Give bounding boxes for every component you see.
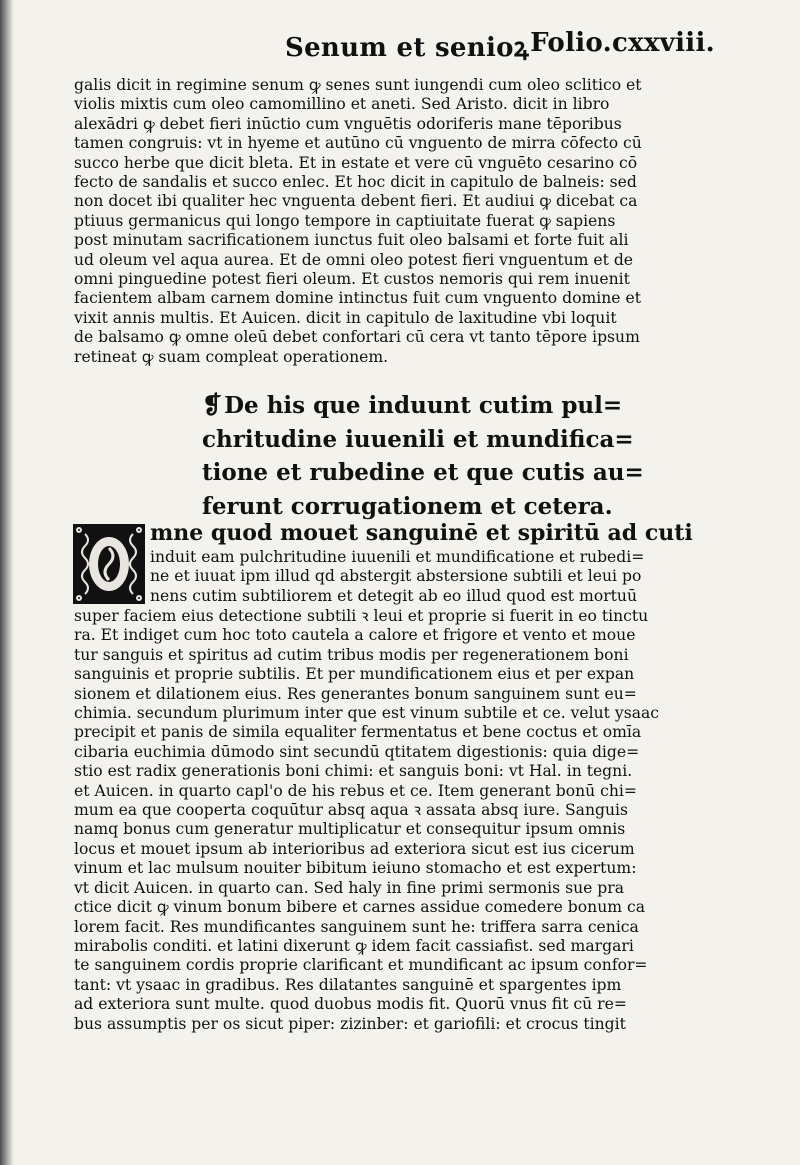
text-line: mirabolis conditi. et latini dixerunt ꝙ idem facit cassiafist. sed margari — [74, 936, 634, 955]
text-line: non docet ibi qualiter hec vnguenta debent fieri. Et audiui ꝙ dicebat ca — [74, 192, 638, 211]
heading-line-text: De his que induunt cutim pul= — [224, 392, 623, 419]
paragraph-1 — [74, 76, 702, 367]
text-line: ptiuus germanicus qui longo tempore in captiuitate fuerat ꝙ sapiens — [74, 211, 616, 230]
text-line: precipit et panis de simila equaliter fermentatus et bene coctus et omīa — [74, 723, 642, 742]
text-line: locus et mouet ipsum ab interioribus ad exteriora sicut est ius cicerum — [74, 839, 635, 858]
text-line: ud oleum vel aqua aurea. Et de omni oleo potest fieri vnguentum et de — [74, 250, 634, 269]
text-line: stio est radix generationis boni chimi: et sanguis boni: vt Hal. in tegni. — [74, 762, 633, 781]
paragraph-2 — [74, 607, 702, 1034]
heading-line: chritudine iuuenili et mundifica= — [202, 425, 634, 453]
text-line: nens cutim subtiliorem et detegit ab eo illud quod est mortuū — [150, 586, 638, 605]
binding-shadow — [0, 0, 14, 1165]
text-line: fecto de sandalis et succo enlec. Et hoc dicit in capitulo de balneis: sed — [74, 173, 637, 192]
text-line: ad exteriora sunt multe. quod duobus modis fit. Quorū vnus fit cū re= — [74, 995, 627, 1014]
text-line: violis mixtis cum oleo camomillino et aneti. Sed Aristo. dicit in libro — [74, 95, 610, 114]
text-line: tamen congruis: vt in hyeme et autūno cū vnguento de mirra cōfecto cū — [74, 134, 642, 153]
text-line: tur sanguis et spiritus ad cutim tribus modis per regenerationem boni — [74, 645, 629, 664]
paragraph-2-first-line: mne quod mouet sanguinē et spiritū ad cuti — [150, 520, 693, 546]
text-line: vinum et lac mulsum nouiter bibitum ieiuno stomacho et est expertum: — [74, 859, 637, 878]
text-line: de balsamo ꝙ omne oleū debet confortari cū cera vt tanto tēpore ipsum — [74, 328, 640, 347]
text-line: facientem albam carnem domine intinctus fuit cum vnguento domine et — [74, 289, 641, 308]
text-line: ctice dicit ꝙ vinum bonum bibere et carnes assidue comedere bonum ca — [74, 898, 646, 917]
running-head-title: Senum et senioꝝ — [285, 33, 530, 63]
text-line: et Auicen. in quarto capl'o de his rebus et ce. Item generant bonū chi= — [74, 781, 637, 800]
text-line: cibaria euchimia dūmodo sint secundū qtitatem digestionis: quia dige= — [74, 742, 640, 761]
text-line: post minutam sacrificationem iunctus fuit oleo balsami et forte fuit ali — [74, 231, 629, 250]
text-line: induit eam pulchritudine iuuenili et mundificatione et rubedi= — [150, 548, 645, 566]
heading-line — [202, 388, 622, 423]
heading-line: tione et rubedine et que cutis au= — [202, 459, 644, 486]
text-line: tant: vt ysaac in gradibus. Res dilatantes sanguinē et spargentes ipm — [74, 975, 622, 994]
text-line: ne et iuuat ipm illud qd abstergit abstersione subtili et leui po — [150, 567, 642, 586]
text-line: succo herbe que dicit bleta. Et in estate et vere cū vnguēto cesarino cō — [74, 153, 638, 172]
text-line: namq bonus cum generatur multiplicatur et consequitur ipsum omnis — [74, 820, 626, 839]
heading-line: ferunt corrugationem et cetera. — [202, 492, 613, 520]
text-line: super faciem eius detectione subtili ꝛ leui et proprie si fuerit in eo tinctu — [74, 607, 649, 625]
decorated-initial-o-icon — [73, 524, 145, 604]
text-line: sanguinis et proprie subtilis. Et per mundificationem eius et per expan — [74, 665, 635, 684]
text-line: omni pinguedine potest fieri oleum. Et custos nemoris qui rem inuenit — [74, 270, 630, 289]
text-line: te sanguinem cordis proprie clarificant et mundificant ac ipsum confor= — [74, 956, 648, 975]
folio-number: Folio.cxxviii. — [530, 28, 715, 58]
paragraph-mark-icon: ❡ — [202, 390, 223, 419]
text-line: galis dicit in regimine senum ꝙ senes sunt iungendi cum oleo sclitico et — [74, 76, 642, 94]
text-line: sionem et dilationem eius. Res generantes bonum sanguinem sunt eu= — [74, 684, 637, 703]
text-line: ra. Et indiget cum hoc toto cautela a calore et frigore et vento et moue — [74, 626, 636, 645]
text-line: vixit annis multis. Et Auicen. dicit in capitulo de laxitudine vbi loquit — [74, 308, 617, 327]
text-line: chimia. secundum plurimum inter que est vinum subtile et ce. velut ysaac — [74, 704, 660, 723]
text-line: mum ea que cooperta coquūtur absq aqua ꝛ assata absq iure. Sanguis — [74, 801, 629, 820]
running-head — [285, 28, 715, 72]
section-heading — [202, 388, 644, 523]
text-line: bus assumptis per os sicut piper: zizinber: et gariofili: et crocus tingit — [74, 1014, 626, 1033]
paragraph-2-indented-lines — [150, 548, 702, 606]
text-line: vt dicit Auicen. in quarto can. Sed haly in fine primi sermonis sue pra — [74, 878, 625, 897]
text-line: retineat ꝙ suam compleat operationem. — [74, 347, 389, 366]
text-line: lorem facit. Res mundificantes sanguinem sunt he: triffera sarra cenica — [74, 917, 639, 936]
text-line: alexādri ꝙ debet fieri inūctio cum vnguētis odoriferis mane tēporibus — [74, 114, 622, 133]
